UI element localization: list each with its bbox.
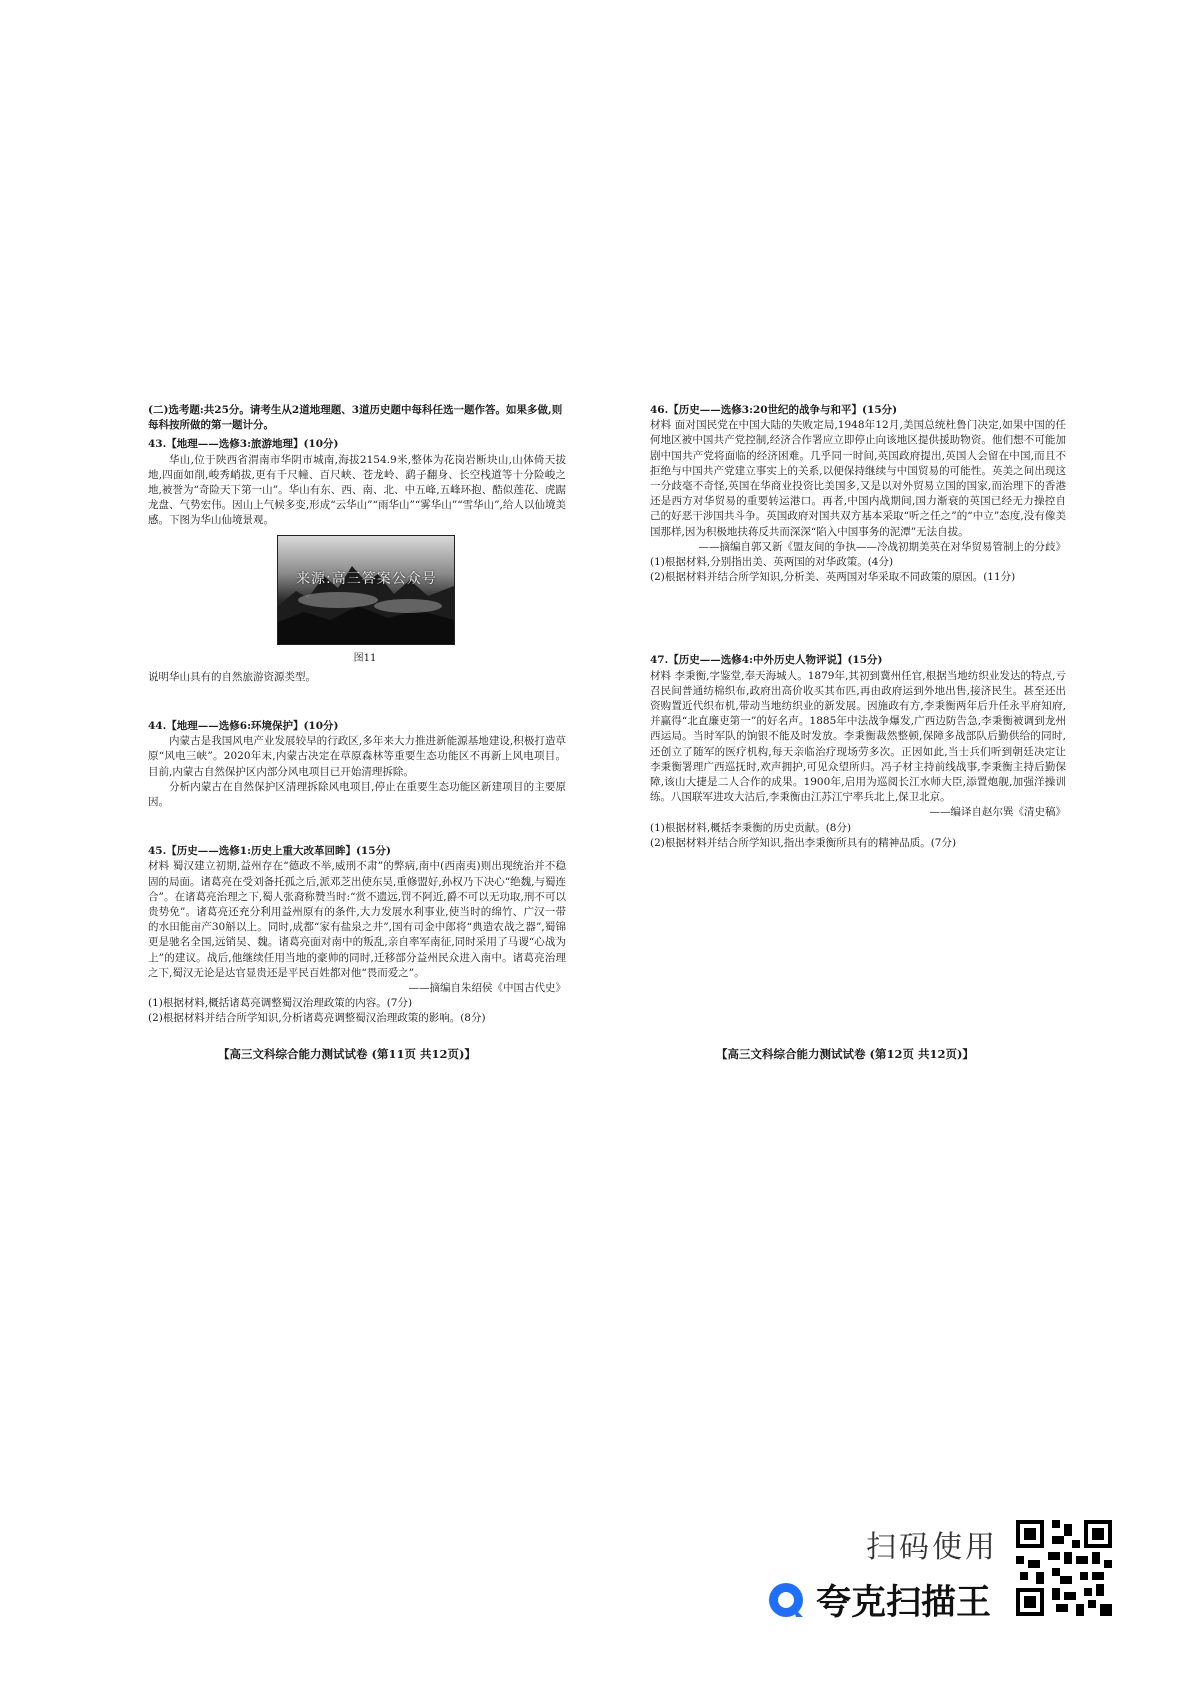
q45-question-1: (1)根据材料,概括诸葛亮调整蜀汉治理政策的内容。(7分) (148, 997, 413, 1010)
q44-title: 44.【地理——选修6:环境保护】(10分) (148, 720, 339, 733)
quark-logo-icon (766, 1579, 808, 1621)
spacer (650, 585, 1066, 653)
scanner-brand (766, 1577, 991, 1623)
q43-title: 43.【地理——选修3:旅游地理】(10分) (148, 438, 339, 451)
q46-title: 46.【历史——选修3:20世纪的战争与和平】(15分) (650, 404, 898, 416)
scanner-app-name: 夸克扫描王 (816, 1583, 992, 1623)
page-12-content (650, 403, 1066, 851)
q45-source: ——摘编自朱绍侯《中国古代史》 (408, 982, 566, 995)
q46-source: ——摘编自郭又新《盟友间的争执——冷战初期美英在对华贸易管制上的分歧》 (698, 540, 1066, 553)
q45-material: 材料 蜀汉建立初期,益州存在“德政不举,威刑不肃”的弊病,南中(西南夷)则出现统治并不稳固的局面。诸葛亮在受刘备托孤之后,派邓芝出使东吴,重修盟好,孙权乃下决心“绝魏,与蜀连合”。在诸葛亮治理之下,蜀人张裔称赞当时:“赏不遗远,罚不阿近,爵不可以无功取,刑不可以贵势免”。诸葛亮还充分利用益州原有的条件,大力发展水利事业,使当时的绵竹、广汉一带的水田能亩产30斛以上。同时,成都“家有盐泉之井”,国有司金中郎将“典造农战之器”,蜀锦更是驰名全国,远销吴、魏。诸葛亮面对南中的叛乱,亲自率军南征,同时采用了马谡“心战为上”的建议。战后,他继续任用当地的豪帅的同时,迁移部分益州民众进入南中。诸葛亮治理之下,蜀汉无论是达官显贵还是平民百姓都对他“畏而爱之”。 (148, 860, 566, 979)
q47-source: ——编译自赵尔巽《清史稿》 (929, 806, 1066, 819)
page-11-footer: 【高三文科综合能力测试试卷 (第11页 共12页)】 (218, 1047, 476, 1061)
q47-question-1: (1)根据材料,概括李秉衡的历史贡献。(8分) (650, 821, 852, 834)
q43-paragraph: 华山,位于陕西省渭南市华阴市城南,海拔2154.9米,整体为花岗岩断块山,山体倚天拔地,四面如削,峻秀峭拔,更有千尺幢、百尺峡、苍龙岭、鹞子翻身、长空栈道等十分险峻之地,被誉为“奇险天下第一山”。华山有东、西、南、北、中五峰,五峰环抱、酷似莲花、虎踞龙盘、气势宏伟。因山上气候多变,形成“云华山”“雨华山”“雾华山”“雪华山”,给人以仙境美感。下图为华山仙境景观。 (148, 453, 566, 527)
section-note: (二)选考题:共25分。请考生从2道地理题、3道历史题中每科任选一题作答。如果多做,则每科按所做的第一题计分。 (148, 404, 563, 432)
figure-caption: 图11 (353, 652, 377, 664)
mountain-silhouette (278, 536, 454, 644)
q45-question-2: (2)根据材料并结合所学知识,分析诸葛亮调整蜀汉治理政策的影响。(8分) (148, 1012, 486, 1025)
spacer (148, 685, 566, 719)
q43-question: 说明华山具有的自然旅游资源类型。 (148, 670, 316, 683)
q47-material: 材料 李秉衡,字鉴堂,奉天海城人。1879年,其初到冀州任官,根据当地纺织业发达的特点,亏召民间普通纺棉织布,政府出高价收买其布匹,再由政府运到外地出售,接济民生。甚至还出资购置近代织布机,带动当地纺织业的新发展。因施政有方,李秉衡两年后升任永平府知府,并赢得“北直廉吏第一”的好名声。1885年中法战争爆发,广西边防告急,李秉衡被调到龙州西运局。当时军队的饷银不能及时发放。李秉衡裁然整顿,保障多战部队后勤供给的同时,还创立了随军的医疗机构,每天亲临治疗现场劳多次。正因如此,当士兵们听到朝廷决定让李秉衡署理广西巡抚时,欢声拥护,可见众望所归。冯子材主持前线战事,李秉衡主持后勤保障,该山大捷是二人合作的成果。1900年,启用为巡阅长江水师大臣,添置炮舰,加强洋操训练。八国联军进攻大沽后,李秉衡由江苏江宁率兵北上,保卫北京。 (650, 669, 1066, 804)
q46-material: 材料 面对国民党在中国大陆的失败定局,1948年12月,美国总统杜鲁门决定,如果中国的任何地区被中国共产党控制,经济合作署应立即停止向该地区提供援助物资。他们想不可能加剧中国共产党将面临的经济困难。几乎同一时间,英国政府提出,英国人会留在中国,而且不拒绝与中国共产党建立事实上的关系,以便保持继续与中国贸易的可能性。英美之间出现这一分歧毫不奇怪,英国在华商业投资比美国多,又是以对外贸易立国的国家,而治理下的香港还是西方对华贸易的重要转运港口。再者,中国内战期间,国力渐衰的英国已经无力操控自己的好恶干涉国共斗争。英国政府对国共双方基本采取“听之任之”的“中立”态度,没有像美国那样,因为积极地扶蒋反共而深深“陷入中国事务的泥潭”无法自拔。 (650, 419, 1066, 538)
q47-title: 47.【历史——选修4:中外历史人物评说】(15分) (650, 654, 883, 667)
q46-question-1: (1)根据材料,分别指出美、英两国的对华政策。(4分) (650, 556, 894, 569)
spacer (148, 810, 566, 844)
scan-to-use-label: 扫码使用 (866, 1530, 998, 1565)
page-12-footer: 【高三文科综合能力测试试卷 (第12页 共12页)】 (716, 1047, 974, 1061)
q44-question: 分析内蒙古在自然保护区清理拆除风电项目,停止在重要生态功能区新建项目的主要原因。 (148, 780, 566, 809)
page-11-content (148, 403, 566, 1027)
q46-question-2: (2)根据材料并结合所学知识,分析美、英两国对华采取不同政策的原因。(11分) (650, 571, 1016, 584)
qr-code-icon[interactable] (1016, 1520, 1112, 1616)
q47-question-2: (2)根据材料并结合所学知识,指出李秉衡所具有的精神品质。(7分) (650, 836, 957, 849)
q44-paragraph: 内蒙古是我国风电产业发展较早的行政区,多年来大力推进新能源基地建设,积极打造草原“风电三峡”。2020年末,内蒙古决定在草原森林等重要生态功能区不再新上风电项目。目前,内蒙古自然保护区内部分风电项目已开始清理拆除。 (148, 735, 566, 778)
figure-watermark: 来源:高三答案公众号 (296, 570, 437, 587)
huashan-figure (277, 535, 455, 645)
q45-title: 45.【历史——选修1:历史上重大改革回眸】(15分) (148, 845, 391, 858)
